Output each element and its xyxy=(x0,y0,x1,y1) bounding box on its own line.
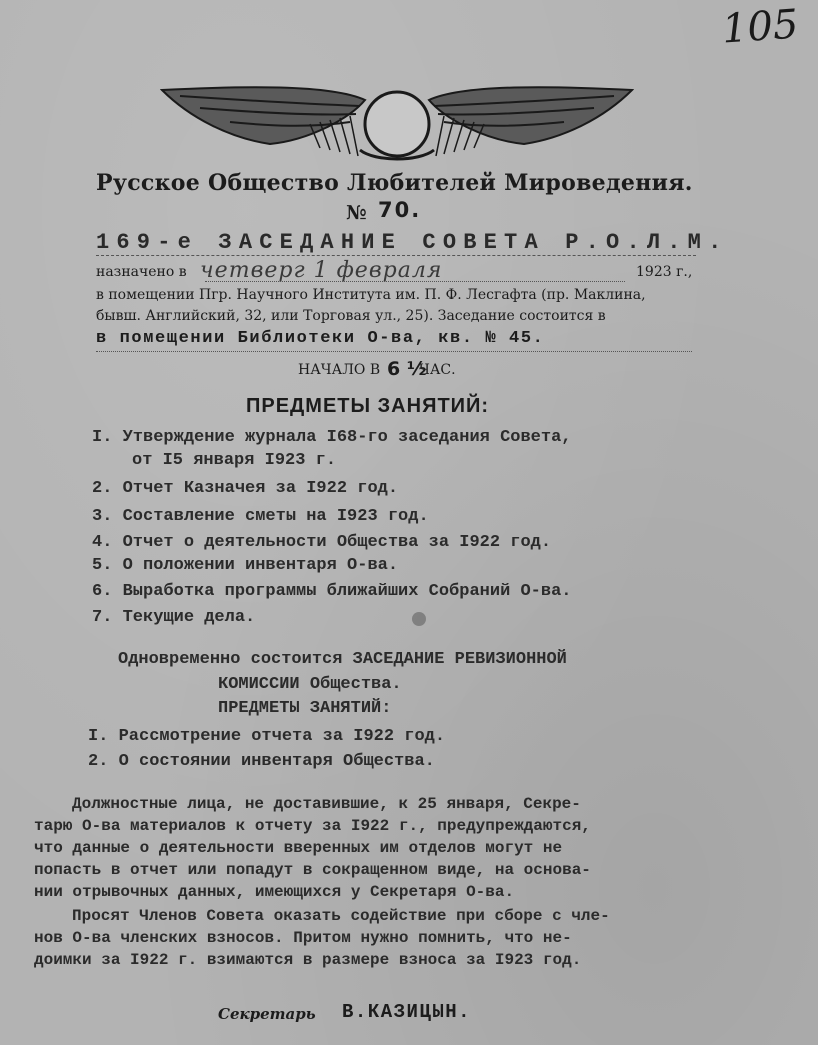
notice-line: доимки за I922 г. взимаются в размере взноса за I923 год. xyxy=(34,951,582,969)
agenda-item: 7. Текущие дела. xyxy=(92,608,256,627)
start-label: НАЧАЛО В xyxy=(298,362,381,378)
revision-item: I. Рассмотрение отчета за I922 год. xyxy=(88,727,446,746)
agenda-item: 6. Выработка программы ближайших Собраний О-ва. xyxy=(92,582,572,601)
venue-dotted-line xyxy=(96,351,692,352)
agenda-item: 2. Отчет Казначея за I922 год. xyxy=(92,479,399,498)
venue-line-3: в помещении Библиотеки О-ва, кв. № 45. xyxy=(96,329,545,348)
number-label: № xyxy=(346,202,367,224)
handwritten-date: четверг 1 февраля xyxy=(200,258,443,283)
society-name: Русское Общество Любителей Мироведения. xyxy=(96,170,693,196)
agenda-item: 4. Отчет о деятельности Общества за I922 год. xyxy=(92,533,552,552)
notice-line: Просят Членов Совета оказать содействие при сборе с чле- xyxy=(72,907,610,925)
signature-title: Секретарь xyxy=(218,1005,316,1023)
agenda-item: от I5 января I923 г. xyxy=(132,451,337,470)
scheduled-label: назначено в xyxy=(96,264,187,280)
revision-line-2: КОМИССИИ Общества. xyxy=(218,675,402,694)
signature-name: В.КАЗИЦЫН. xyxy=(342,1001,472,1023)
revision-item: 2. О состоянии инвентаря Общества. xyxy=(88,752,435,771)
notice-line: тарю О-ва материалов к отчету за I922 г., предупреждаются, xyxy=(34,817,591,835)
notice-line: что данные о деятельности вверенных им отделов могут не xyxy=(34,839,563,857)
number-value: 70. xyxy=(378,198,422,222)
venue-line-2: бывш. Английский, 32, или Торговая ул., 25). Заседание состоится в xyxy=(96,308,606,324)
agenda-item: I. Утверждение журнала I68-го заседания Совета, xyxy=(92,428,572,447)
topics-heading: ПРЕДМЕТЫ ЗАНЯТИЙ: xyxy=(246,395,490,417)
venue-line-1: в помещении Пгр. Научного Института им. П. Ф. Лесгафта (пр. Маклина, xyxy=(96,287,646,303)
revision-line-1: Одновременно состоится ЗАСЕДАНИЕ РЕВИЗИОННОЙ xyxy=(118,650,567,669)
ink-blot xyxy=(412,612,426,626)
revision-heading: ПРЕДМЕТЫ ЗАНЯТИЙ: xyxy=(218,699,392,718)
notice-line: попасть в отчет или попадут в сокращенном виде, на основа- xyxy=(34,861,591,879)
notice-line: Должностные лица, не доставившие, к 25 января, Секре- xyxy=(72,795,581,813)
agenda-item: 3. Составление сметы на I923 год. xyxy=(92,507,429,526)
page-number: 105 xyxy=(720,1,800,53)
winged-emblem-icon xyxy=(160,78,634,166)
meeting-title: 169-е ЗАСЕДАНИЕ СОВЕТА Р.О.Л.М. xyxy=(96,230,729,255)
title-underline xyxy=(96,255,696,256)
year-label: 1923 г., xyxy=(636,264,693,280)
agenda-item: 5. О положении инвентаря О-ва. xyxy=(92,556,399,575)
notice-line: нов О-ва членских взносов. Притом нужно помнить, что не- xyxy=(34,929,572,947)
start-suffix: ЧАС. xyxy=(419,362,456,378)
date-dotted-line xyxy=(205,281,625,282)
start-time: 6 ½ xyxy=(387,358,427,380)
notice-line: нии отрывочных данных, имеющихся у Секретаря О-ва. xyxy=(34,883,515,901)
